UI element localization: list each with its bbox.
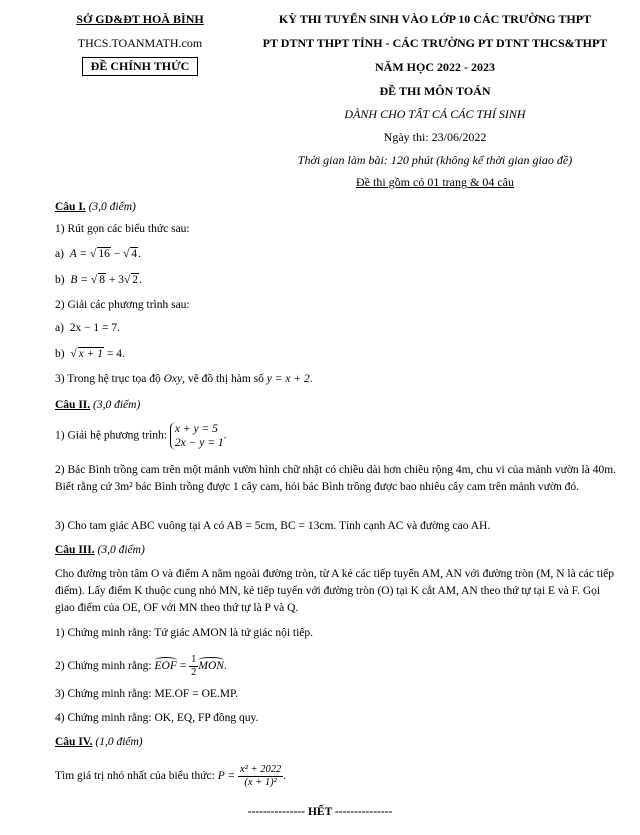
question-3-heading: Câu III. (3,0 điểm)	[55, 544, 145, 556]
exam-subject: ĐỀ THI MÔN TOÁN	[379, 84, 491, 98]
end-marker: --------------- HẾT ---------------	[247, 806, 393, 818]
q2-part3-text: 3) Cho tam giác ABC vuông tại A có AB = 5cm, BC = 13cm. Tính cạnh AC và đường cao AH.	[55, 520, 491, 532]
exam-date: Ngày thi: 23/06/2022	[383, 130, 487, 144]
pages-info: Đề thi gồm có 01 trang & 04 câu	[356, 175, 514, 189]
q1-part1-b: b) B = √ 8 + 3√ 2.	[55, 274, 142, 286]
q1-part1-a: a) A = √ 16 − √ 4.	[55, 248, 142, 260]
q1-part2-b: b) √ x + 1 = 4.	[55, 348, 125, 360]
q1-part1-text: 1) Rút gọn các biểu thức sau:	[55, 223, 190, 235]
q1-part2-a: a) 2x − 1 = 7.	[55, 322, 121, 334]
q3-part2: 2) Chứng minh rằng: EOF = $\frac{1}{2}$ MON.	[55, 654, 227, 678]
q3-part1-text: 1) Chứng minh rằng: Tứ giác AMON là tứ giác nội tiếp.	[55, 627, 314, 639]
exam-title-line2: PT DTNT THPT TỈNH - CÁC TRƯỜNG PT DTNT THCS&THPT	[262, 36, 608, 50]
q4-expression: Tìm giá trị nhỏ nhất của biểu thức: P = $\frac{\text{x² + 2022}}{\text{(x + 1)²}}$ .	[55, 764, 287, 788]
q3-part4-text: 4) Chứng minh rằng: OK, EQ, FP đồng quy.	[55, 712, 259, 724]
q1-part3-text: 3) Trong hệ trục tọa độ Oxy, vẽ đồ thị hàm số y = x + 2.	[55, 373, 313, 385]
official-label: ĐỀ CHÍNH THỨC	[82, 57, 199, 76]
p-fraction: $\frac{\text{x² + 2022}}{\text{(x + 1)²}}$	[240, 764, 282, 788]
official-badge	[40, 57, 240, 76]
question-4-heading: Câu IV. (1,0 điểm)	[55, 736, 143, 748]
website-label: THCS.TOANMATH.com	[77, 36, 203, 50]
exam-audience: DÀNH CHO TẤT CẢ CÁC THÍ SINH	[344, 107, 526, 121]
q3-intro-text: Cho đường tròn tâm O và điểm A nằm ngoài đường tròn, từ A kẻ các tiếp tuyến AM, AN với đường tròn (M, N là các tiếp điểm). Lấy điểm K thuộc cung nhỏ MN, kẻ tiếp tuyến với đường tròn (O) tại K cắt AM, AN theo thứ tự tại E và F. Gọi giao điểm của OE, OF với MN theo thứ tự là P và Q.	[55, 568, 615, 614]
equation-system: x + y = 5 2x − y = 1	[170, 422, 224, 450]
q2-part2-text: 2) Bác Bình trồng cam trên một mảnh vườn hình chữ nhật có chiều dài hơn chiều rộng 4m, chu vi của mảnh vườn là 40m. Biết rằng cứ 3m² bác Bình trồng được 1 cây cam, hỏi bác Bình trồng được bao nhiêu cây cam trên mảnh vườn đó.	[55, 464, 617, 493]
one-half-fraction: $\frac{1}{2}$	[191, 654, 197, 678]
exam-title-line1: KỲ THI TUYỂN SINH VÀO LỚP 10 CÁC TRƯỜNG THPT	[278, 12, 592, 26]
q1-part2-text: 2) Giải các phương trình sau:	[55, 299, 190, 311]
department-name: SỞ GD&ĐT HOÀ BÌNH	[76, 12, 204, 26]
q3-part3-text: 3) Chứng minh rằng: ME.OF = OE.MP.	[55, 688, 238, 700]
exam-duration: Thời gian làm bài: 120 phút (không kể thời gian giao đề)	[297, 153, 573, 167]
q2-part1: 1) Giải hệ phương trình: x + y = 5 2x − y = 1 .	[55, 423, 227, 449]
school-year: NĂM HỌC 2022 - 2023	[375, 60, 495, 74]
question-1-heading: Câu I. (3,0 điểm)	[55, 201, 136, 213]
question-2-heading: Câu II. (3,0 điểm)	[55, 399, 141, 411]
